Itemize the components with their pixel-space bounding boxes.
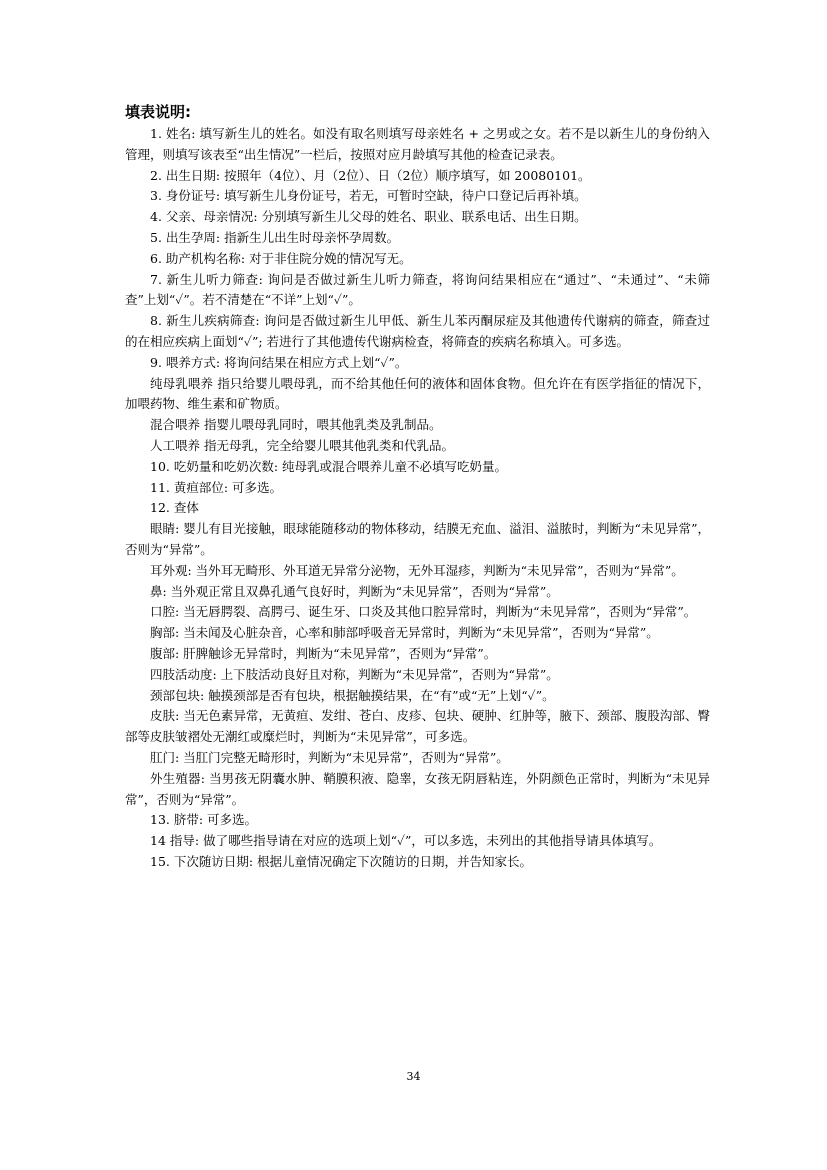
instruction-paragraph: 6. 助产机构名称: 对于非住院分娩的情况写无。: [150, 250, 412, 266]
instruction-paragraph: 7. 新生儿听力筛查: 询问是否做过新生儿听力筛查，将询问结果相应在“通过”、“未通过”、“未筛查”上划“✓”。若不清楚在“不详”上划“✓”。: [125, 271, 710, 308]
instruction-paragraph: 腹部: 肝脾触诊无异常时，判断为“未见异常”，否则为“异常”。: [150, 645, 497, 661]
page-number: 34: [406, 1070, 421, 1083]
instruction-paragraph: 口腔: 当无唇腭裂、高腭弓、诞生牙、口炎及其他口腔异常时，判断为“未见异常”，否则为“异常”。: [150, 604, 697, 620]
instruction-paragraph: 14 指导: 做了哪些指导请在对应的选项上划“✓”，可以多选，未列出的其他指导请具体填写。: [150, 833, 662, 849]
instruction-paragraph: 耳外观: 当外耳无畸形、外耳道无异常分泌物，无外耳湿疹，判断为“未见异常”，否则为“异常”。: [150, 562, 684, 578]
instruction-paragraph: 8. 新生儿疾病筛查: 询问是否做过新生儿甲低、新生儿苯丙酮尿症及其他遗传代谢病的筛查，筛查过的在相应疾病上面划“✓”; 若进行了其他遗传代谢病检查，将筛查的疾病名称填入。可多选。: [125, 313, 710, 349]
page-title: 填表说明:: [125, 103, 191, 121]
instruction-paragraph: 纯母乳喂养 指只给婴儿喂母乳，而不给其他任何的液体和固体食物。但允许在有医学指征的情况下，加喂药物、维生素和矿物质。: [125, 375, 710, 412]
instruction-paragraph: 鼻: 当外观正常且双鼻孔通气良好时，判断为“未见异常”，否则为“异常”。: [150, 583, 559, 599]
instruction-paragraph: 10. 吃奶量和吃奶次数: 纯母乳或混合喂养儿童不必填写吃奶量。: [150, 458, 508, 474]
instruction-paragraph: 肛门: 当肛门完整无畸形时，判断为“未见异常”，否则为“异常”。: [150, 749, 509, 765]
instruction-paragraph: 4. 父亲、母亲情况: 分别填写新生儿父母的姓名、职业、联系电话、出生日期。: [150, 209, 587, 225]
instruction-paragraph: 皮肤: 当无色素异常，无黄疸、发绀、苍白、皮疹、包块、硬肿、红肿等，腋下、颈部、腹股沟部、臀部等皮肤皱褶处无潮红或糜烂时，判断为“未见异常”，可多选。: [125, 708, 710, 745]
instruction-paragraph: 15. 下次随访日期: 根据儿童情况确定下次随访的日期，并告知家长。: [150, 853, 533, 869]
instruction-paragraph: 四肢活动度: 上下肢活动良好且对称，判断为“未见异常”，否则为“异常”。: [150, 666, 559, 682]
instruction-paragraph: 11. 黄疸部位: 可多选。: [150, 479, 283, 495]
instruction-paragraph: 胸部: 当未闻及心脏杂音，心率和肺部呼吸音无异常时，判断为“未见异常”，否则为“异常”。: [150, 625, 659, 641]
instruction-paragraph: 外生殖器: 当男孩无阴囊水肿、鞘膜积液、隐睾，女孩无阴唇粘连，外阴颜色正常时，判断为“未见异常”，否则为“异常”。: [125, 770, 710, 807]
instruction-paragraph: 混合喂养 指婴儿喂母乳同时，喂其他乳类及乳制品。: [150, 417, 442, 433]
instruction-paragraph: 人工喂养 指无母乳，完全给婴儿喂其他乳类和代乳品。: [150, 437, 454, 453]
instruction-paragraph: 眼睛: 婴儿有目光接触，眼球能随移动的物体移动，结膜无充血、溢泪、溢脓时，判断为“未见异常”，否则为“异常”。: [125, 521, 710, 557]
instruction-paragraph: 5. 出生孕周: 指新生儿出生时母亲怀孕周数。: [150, 229, 400, 245]
instruction-paragraph: 12. 查体: [150, 500, 199, 516]
instruction-paragraph: 9. 喂养方式: 将询问结果在相应方式上划“✓”。: [150, 354, 408, 370]
instruction-paragraph: 1. 姓名: 填写新生儿的姓名。如没有取名则填写母亲姓名 + 之男或之女。若不是以新生儿的身份纳入管理，则填写该表至“出生情况”一栏后，按照对应月龄填写其他的检查记录表。: [125, 126, 710, 162]
instruction-paragraph: 2. 出生日期: 按照年（4位）、月（2位）、日（2位）顺序填写，如 20080101。: [150, 167, 591, 183]
instruction-paragraph: 3. 身份证号: 填写新生儿身份证号，若无，可暂时空缺，待户口登记后再补填。: [150, 188, 587, 204]
instruction-paragraph: 13. 脐带: 可多选。: [150, 812, 258, 828]
instruction-paragraph: 颈部包块: 触摸颈部是否有包块，根据触摸结果，在“有”或“无”上划“✓”。: [150, 687, 555, 703]
instructions-body: [125, 124, 710, 873]
